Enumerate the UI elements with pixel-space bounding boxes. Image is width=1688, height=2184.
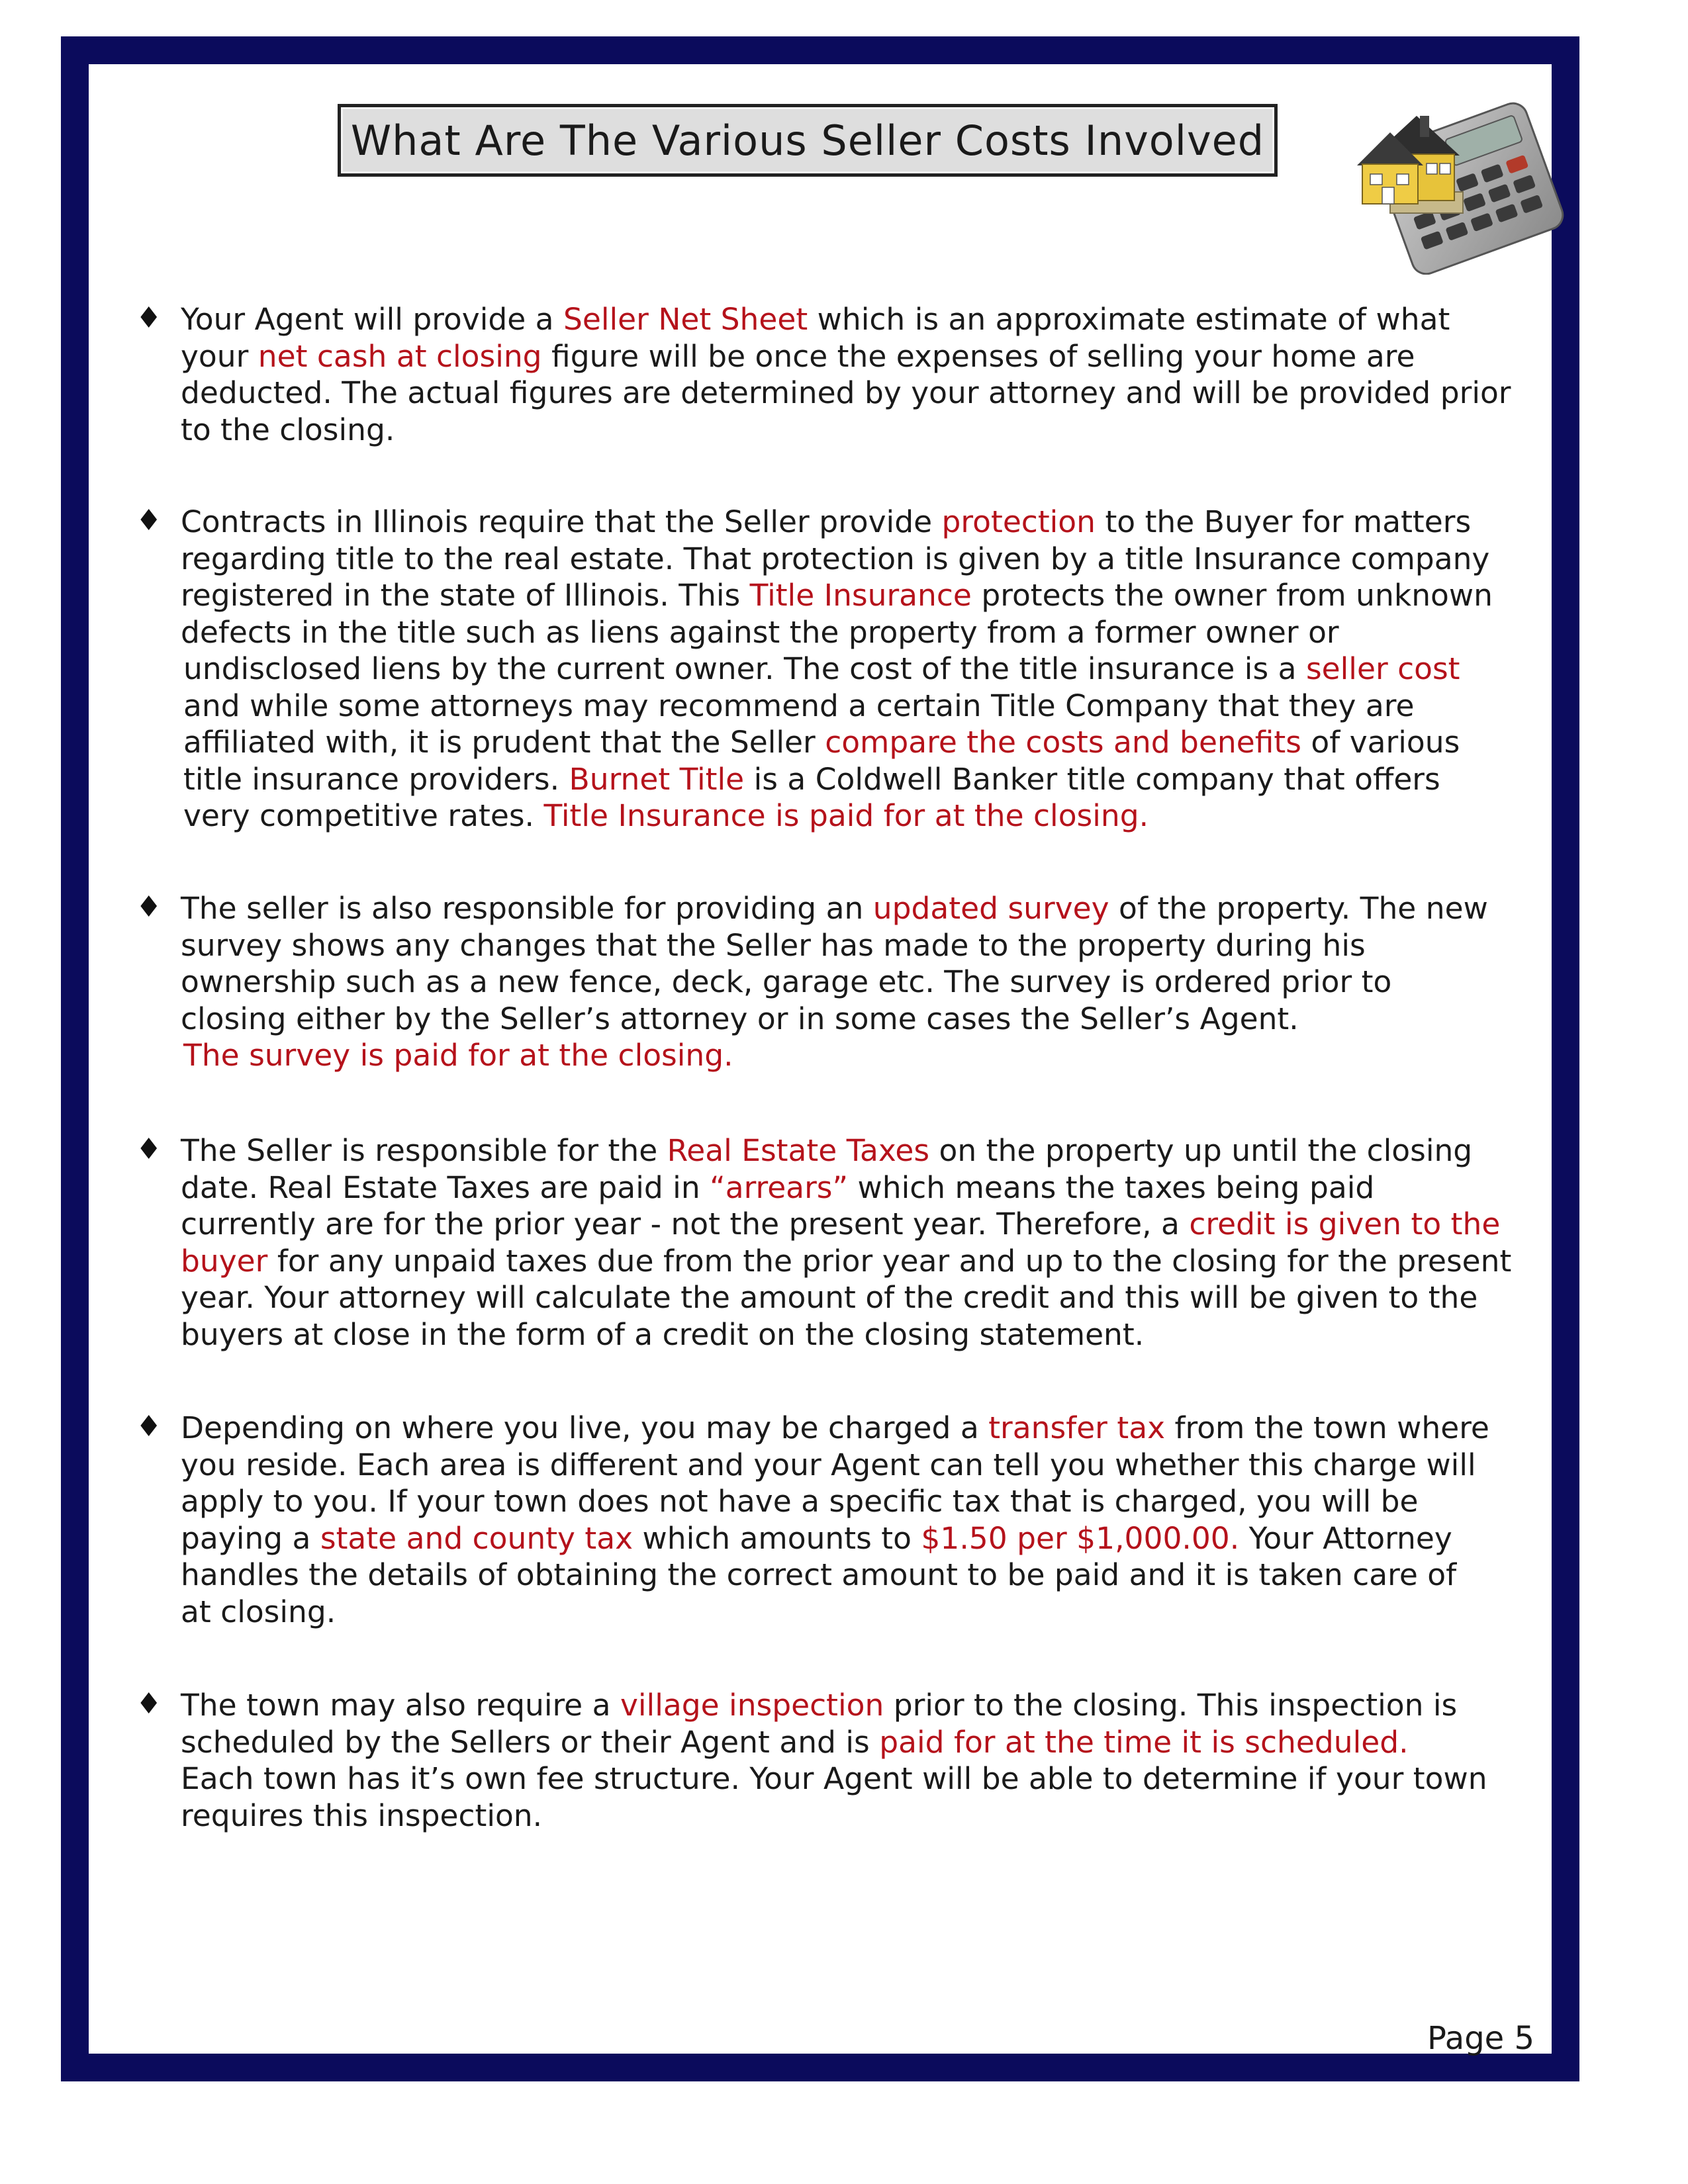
- text-line: Your Agent will provide a Seller Net Sheet which is an approximate estimate of what: [181, 302, 1450, 337]
- diamond-bullet-icon: ♦: [136, 890, 162, 924]
- text-line: defects in the title such as liens against the property from a former owner or: [181, 614, 1339, 650]
- bullet-title-insurance: [136, 504, 1559, 835]
- diamond-bullet-icon: ♦: [136, 504, 162, 537]
- text-line: Depending on where you live, you may be charged a transfer tax from the town where: [181, 1410, 1489, 1445]
- text-line: buyers at close in the form of a credit on the closing statement.: [181, 1316, 1145, 1352]
- text-line: Each town has it’s own fee structure. Your Agent will be able to determine if your town: [181, 1761, 1487, 1796]
- text-line: The Seller is responsible for the Real Estate Taxes on the property up until the closing: [181, 1133, 1473, 1168]
- text-line: registered in the state of Illinois. This Title Insurance protects the owner from unknown: [181, 578, 1493, 613]
- text-line: title insurance providers. Burnet Title is a Coldwell Banker title company that offers: [183, 761, 1440, 797]
- bullet-transfer-tax: [136, 1410, 1559, 1630]
- text-line: to the closing.: [181, 412, 395, 447]
- text-line: very competitive rates. Title Insurance is paid for at the closing.: [183, 798, 1149, 833]
- text-line: requires this inspection.: [181, 1797, 543, 1833]
- diamond-bullet-icon: ♦: [136, 1687, 162, 1721]
- text-line: at closing.: [181, 1594, 336, 1629]
- text-line: Contracts in Illinois require that the Seller provide protection to the Buyer for matters: [181, 504, 1472, 539]
- text-line: deducted. The actual figures are determined by your attorney and will be provided prior: [181, 375, 1511, 410]
- text-line: buyer for any unpaid taxes due from the prior year and up to the closing for the present: [181, 1243, 1512, 1279]
- text-line: The survey is paid for at the closing.: [183, 1038, 733, 1073]
- bullet-village-inspection: [136, 1687, 1559, 1834]
- text-line: survey shows any changes that the Seller has made to the property during his: [181, 927, 1366, 963]
- text-line: undisclosed liens by the current owner. The cost of the title insurance is a seller cost: [183, 651, 1460, 686]
- diamond-bullet-icon: ♦: [136, 1410, 162, 1443]
- text-line: affiliated with, it is prudent that the Seller compare the costs and benefits of various: [183, 725, 1460, 760]
- text-line: currently are for the prior year - not the present year. Therefore, a credit is given to the: [181, 1206, 1501, 1242]
- page-title: What Are The Various Seller Costs Involved: [338, 104, 1278, 177]
- text-line: and while some attorneys may recommend a certain Title Company that they are: [183, 688, 1415, 723]
- text-line: year. Your attorney will calculate the amount of the credit and this will be given to the: [181, 1280, 1478, 1315]
- diamond-bullet-icon: ♦: [136, 1132, 162, 1166]
- bullet-real-estate-taxes: [136, 1132, 1559, 1353]
- bullet-updated-survey: [136, 890, 1559, 1074]
- text-line: scheduled by the Sellers or their Agent and is paid for at the time it is scheduled.: [181, 1724, 1409, 1760]
- house-on-calculator-image: [1344, 76, 1569, 275]
- text-line: paying a state and county tax which amounts to $1.50 per $1,000.00. Your Attorney: [181, 1520, 1452, 1556]
- bullet-seller-net-sheet: [136, 301, 1559, 448]
- text-line: The seller is also responsible for providing an updated survey of the property. The new: [181, 891, 1488, 926]
- text-line: date. Real Estate Taxes are paid in “arrears” which means the taxes being paid: [181, 1169, 1375, 1205]
- text-line: ownership such as a new fence, deck, garage etc. The survey is ordered prior to: [181, 964, 1392, 999]
- text-line: closing either by the Seller’s attorney or in some cases the Seller’s Agent.: [181, 1001, 1299, 1036]
- text-line: handles the details of obtaining the correct amount to be paid and it is taken care of: [181, 1557, 1457, 1592]
- text-line: The town may also require a village inspection prior to the closing. This inspection is: [181, 1688, 1458, 1723]
- page-number: Page 5: [1427, 2020, 1534, 2057]
- text-line: you reside. Each area is different and your Agent can tell you whether this charge will: [181, 1447, 1476, 1482]
- text-line: apply to you. If your town does not have a specific tax that is charged, you will be: [181, 1484, 1419, 1519]
- text-line: regarding title to the real estate. That protection is given by a title Insurance company: [181, 541, 1490, 576]
- diamond-bullet-icon: ♦: [136, 301, 162, 335]
- text-line: your net cash at closing figure will be once the expenses of selling your home are: [181, 338, 1415, 374]
